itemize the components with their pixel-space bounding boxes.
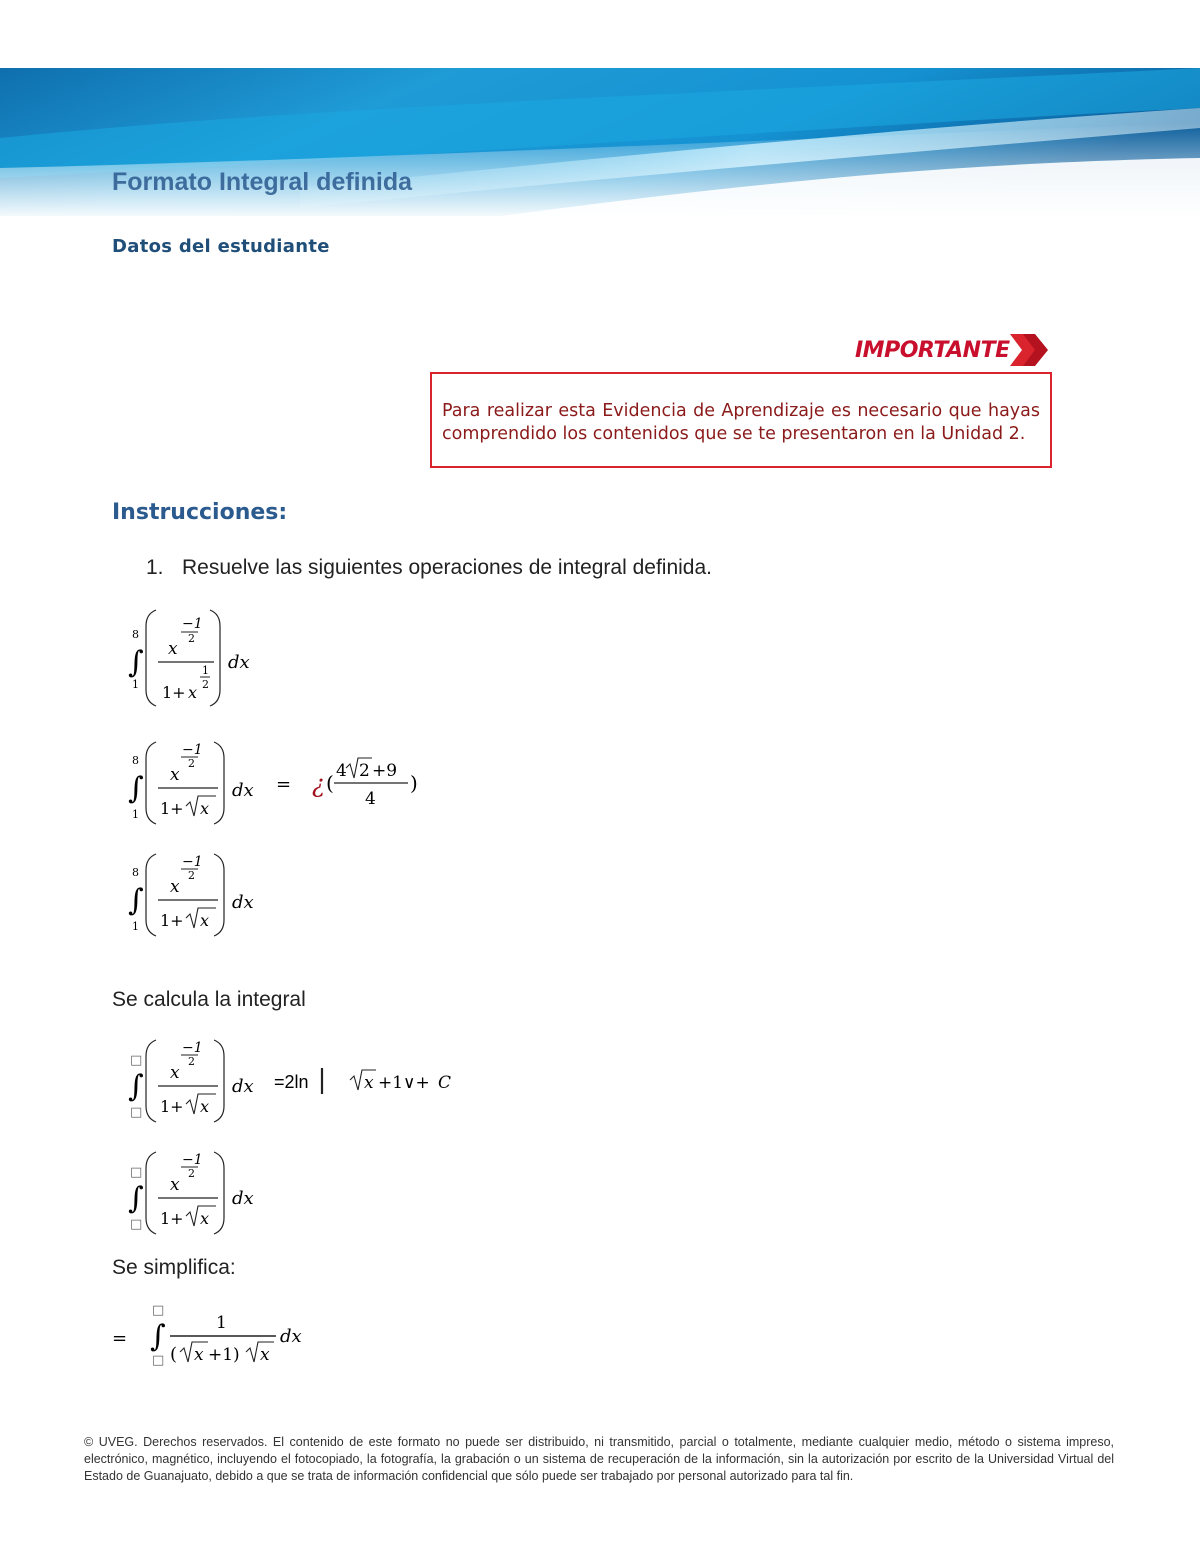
antiderivative-prefix: =2ln xyxy=(274,1072,309,1092)
numerator-x: x xyxy=(168,639,178,659)
result-denominator: 4 xyxy=(365,789,376,809)
simplified-sqrt-x-2: x xyxy=(260,1345,270,1365)
instruction-item xyxy=(146,556,712,580)
equation-5 xyxy=(118,1146,278,1238)
numerator-x: x xyxy=(170,877,180,897)
dx: dx xyxy=(232,780,254,801)
left-paren xyxy=(146,742,156,824)
right-paren xyxy=(214,854,224,936)
exp-denominator: 2 xyxy=(188,1055,195,1068)
numerator-x: x xyxy=(170,765,180,785)
integral-sign: ∫ xyxy=(128,771,144,806)
placeholder-upper: □ xyxy=(130,1165,143,1180)
placeholder-lower: □ xyxy=(130,1217,143,1232)
upper-limit: 8 xyxy=(132,754,139,767)
numerator-x: x xyxy=(170,1175,180,1195)
important-label: IMPORTANTE xyxy=(855,338,1010,363)
lower-limit: 1 xyxy=(132,920,139,933)
student-data-heading: Datos del estudiante xyxy=(112,236,330,257)
lower-limit: 1 xyxy=(132,808,139,821)
equation-2 xyxy=(118,736,438,828)
placeholder-upper: □ xyxy=(152,1303,165,1318)
right-paren xyxy=(210,610,220,706)
equals-sign: = xyxy=(276,774,292,795)
placeholder-upper: □ xyxy=(130,1053,143,1068)
right-paren xyxy=(214,1152,224,1234)
instructions-heading: Instrucciones: xyxy=(112,500,288,525)
upper-limit: 8 xyxy=(132,628,139,641)
half-numerator: 1 xyxy=(202,664,209,677)
left-paren xyxy=(146,854,156,936)
result-num-b: 2 xyxy=(359,761,370,781)
one-plus: 1+ xyxy=(160,799,184,818)
exp-denominator: 2 xyxy=(188,632,195,645)
exp-numerator: −1 xyxy=(182,854,203,870)
result-num-c: +9 xyxy=(372,761,398,781)
equation-6 xyxy=(108,1296,328,1376)
copyright-footer: © UVEG. Derechos reservados. El contenido de este formato no puede ser distribuido, ni transmitido, parcial o totalmente, mediante cualquier medio, método o sistema impreso, electrónico, magnético, incluyendo el fotocopiado, la fotografía, la grabación o un sistema de recuperación de la información, sin la autorización por escrito de la Universidad Virtual del Estado de Guanajuato, debido a que se trata de información confidencial que sólo puede ser trabajado por personal autorizado para tal fin. xyxy=(84,1435,1114,1483)
denominator-x: x xyxy=(188,683,198,702)
right-paren xyxy=(214,742,224,824)
dx: dx xyxy=(232,1188,254,1209)
right-paren xyxy=(214,1040,224,1122)
instruction-text: Resuelve las siguientes operaciones de integral definida. xyxy=(182,556,713,579)
one-plus: 1+ xyxy=(160,1097,184,1116)
upper-limit: 8 xyxy=(132,866,139,879)
dx: dx xyxy=(232,892,254,913)
simplified-sqrt-x-1: x xyxy=(194,1345,204,1365)
important-notice-text: Para realizar esta Evidencia de Aprendizaje es necesario que hayas comprendido los contenidos que se te presentaron en la Unidad 2. xyxy=(442,401,1040,444)
result-open-paren: ( xyxy=(326,771,334,795)
important-notice-box xyxy=(430,372,1052,468)
exp-denominator: 2 xyxy=(188,1167,195,1180)
double-arrow-icon xyxy=(1007,330,1051,370)
sqrt-x: x xyxy=(200,911,210,930)
one-plus: 1+ xyxy=(160,911,184,930)
equation-3 xyxy=(118,848,278,940)
exp-denominator: 2 xyxy=(188,869,195,882)
sqrt-x: x xyxy=(200,1097,210,1116)
calcula-heading: Se calcula la integral xyxy=(112,988,306,1011)
left-paren xyxy=(146,1040,156,1122)
equation-1 xyxy=(118,606,278,714)
antiderivative-constant: C xyxy=(438,1073,452,1093)
placeholder-lower: □ xyxy=(130,1105,143,1120)
dx: dx xyxy=(228,652,250,673)
simplified-plus-one: +1) xyxy=(208,1345,240,1365)
integral-sign: ∫ xyxy=(128,645,144,680)
exp-numerator: −1 xyxy=(182,1152,203,1168)
instruction-number: 1. xyxy=(146,556,164,579)
numerator-x: x xyxy=(170,1063,180,1083)
equals-sign: = xyxy=(112,1328,128,1349)
document-title: Formato Integral definida xyxy=(112,168,413,196)
integral-sign: ∫ xyxy=(128,1181,144,1216)
sqrt-x: x xyxy=(200,1209,210,1228)
antiderivative-x: x xyxy=(364,1073,374,1093)
one-plus: 1+ xyxy=(162,683,186,702)
exp-numerator: −1 xyxy=(182,742,203,758)
simplifica-heading: Se simplifica: xyxy=(112,1256,236,1279)
dx: dx xyxy=(280,1326,302,1347)
equation-4 xyxy=(118,1034,478,1126)
exp-numerator: −1 xyxy=(182,1040,203,1056)
simplified-open-paren: ( xyxy=(170,1344,178,1365)
sqrt-x: x xyxy=(200,799,210,818)
exp-numerator: −1 xyxy=(182,616,203,632)
exp-denominator: 2 xyxy=(188,757,195,770)
result-prefix: ¿ xyxy=(312,770,325,798)
result-close-paren: ) xyxy=(410,771,418,795)
integral-sign: ∫ xyxy=(150,1319,166,1354)
simplified-numerator: 1 xyxy=(216,1313,227,1333)
left-paren xyxy=(146,610,156,706)
dx: dx xyxy=(232,1076,254,1097)
half-denominator: 2 xyxy=(202,678,209,691)
integral-sign: ∫ xyxy=(128,883,144,918)
result-num-a: 4 xyxy=(336,761,347,781)
antiderivative-tail: +1∨+ xyxy=(378,1073,430,1093)
placeholder-lower: □ xyxy=(152,1353,165,1368)
one-plus: 1+ xyxy=(160,1209,184,1228)
left-paren xyxy=(146,1152,156,1234)
integral-sign: ∫ xyxy=(128,1069,144,1104)
lower-limit: 1 xyxy=(132,678,139,691)
